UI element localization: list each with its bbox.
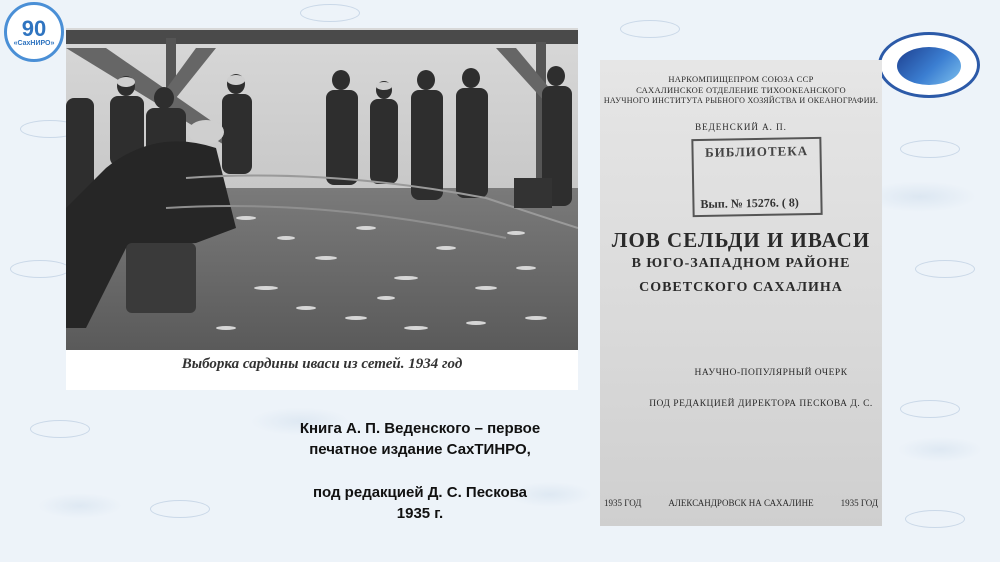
- stamp-title: БИБЛИОТЕКА: [704, 143, 809, 160]
- cover-footer: [600, 498, 882, 508]
- stamp-number: Вып. № 15276. ( 8): [700, 195, 799, 211]
- description-line: 1935 г.: [396, 505, 444, 522]
- fish-outline-icon: [10, 260, 70, 278]
- fish-outline-icon: [300, 4, 360, 22]
- fish-outline-icon: [900, 140, 960, 158]
- cover-subtitle: НАУЧНО-ПОПУЛЯРНЫЙ ОЧЕРК: [694, 368, 848, 378]
- cover-footer-year-right: 1935 ГОД: [840, 498, 878, 508]
- fish-outline-icon: [150, 500, 210, 518]
- description-line: Книга А. П. Веденского – первое: [299, 420, 541, 437]
- book-cover: [600, 60, 882, 526]
- sakhniro-90-logo: [4, 2, 64, 62]
- library-stamp: [691, 137, 822, 217]
- workers-sorting-fish-image: [66, 28, 578, 350]
- description-spacer: [250, 460, 590, 482]
- photo-caption: Выборка сардины иваси из сетей. 1934 год: [181, 356, 463, 372]
- historic-photo-card: [66, 28, 578, 390]
- institute-emblem-logo: [878, 32, 980, 98]
- cover-title-line: СОВЕТСКОГО САХАЛИНА: [639, 280, 843, 295]
- logo-organization-name: «СахНИРО»: [13, 39, 55, 47]
- emblem-globe-icon: [897, 47, 961, 85]
- cover-editor: ПОД РЕДАКЦИЕЙ ДИРЕКТОРА ПЕСКОВА Д. С.: [649, 399, 873, 409]
- fish-outline-icon: [915, 260, 975, 278]
- cover-title: ЛОВ СЕЛЬДИ И ИВАСИ: [611, 228, 871, 252]
- logo-anniversary-number: 90: [21, 15, 47, 41]
- cover-author: ВЕДЕНСКИЙ А. П.: [695, 122, 787, 132]
- description-text: [250, 418, 590, 524]
- cover-footer-place: АЛЕКСАНДРОВСК НА САХАЛИНЕ: [668, 498, 814, 508]
- cover-publisher-line: НАРКОМПИЩЕПРОМ СОЮЗА ССР: [668, 74, 814, 84]
- fish-outline-icon: [900, 400, 960, 418]
- cover-footer-year-left: 1935 ГОД: [604, 498, 642, 508]
- cover-title-line: В ЮГО-ЗАПАДНОМ РАЙОНЕ: [631, 256, 851, 271]
- fish-outline-icon: [30, 420, 90, 438]
- fish-outline-icon: [620, 20, 680, 38]
- fishing-net-photo: [66, 28, 578, 350]
- cover-publisher-line: САХАЛИНСКОЕ ОТДЕЛЕНИЕ ТИХООКЕАНСКОГО: [636, 85, 846, 95]
- description-line: под редакцией Д. С. Пескова: [312, 484, 528, 501]
- fish-outline-icon: [905, 510, 965, 528]
- cover-publisher-line: НАУЧНОГО ИНСТИТУТА РЫБНОГО ХОЗЯЙСТВА И ОКЕАНОГРАФИИ.: [603, 96, 879, 105]
- description-line: печатное издание СахТИНРО,: [309, 441, 531, 458]
